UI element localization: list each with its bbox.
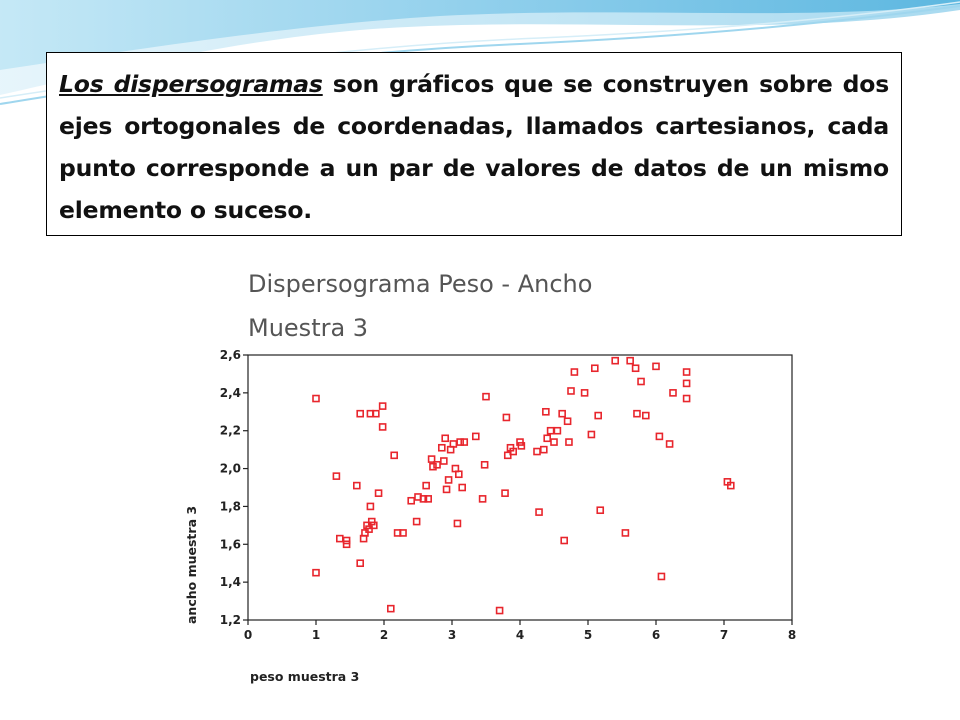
scatter-point [391, 452, 397, 458]
scatter-point [627, 358, 633, 364]
scatter-point [559, 411, 565, 417]
scatter-point [408, 498, 414, 504]
x-tick-label: 2 [379, 628, 389, 642]
scatter-point [684, 369, 690, 375]
scatter-point [548, 428, 554, 434]
scatter-point [376, 490, 382, 496]
scatter-point [461, 439, 467, 445]
x-tick-label: 4 [515, 628, 525, 642]
scatter-point [597, 507, 603, 513]
plot-frame [248, 355, 792, 620]
scatter-point [354, 483, 360, 489]
scatter-point [454, 520, 460, 526]
y-tick-label: 1,8 [219, 499, 241, 514]
scatter-point [595, 413, 601, 419]
scatter-point [561, 538, 567, 544]
scatter-point [554, 428, 560, 434]
scatter-point [446, 477, 452, 483]
definition-term: Los dispersogramas [59, 70, 323, 98]
scatter-point [457, 439, 463, 445]
scatter-point [667, 441, 673, 447]
scatter-point [313, 570, 319, 576]
scatter-point [544, 435, 550, 441]
scatter-point [588, 432, 594, 438]
scatter-point [658, 573, 664, 579]
scatter-point [441, 458, 447, 464]
scatter-chart-panel [150, 252, 818, 698]
y-tick-label: 1,4 [219, 575, 241, 590]
scatter-point [543, 409, 549, 415]
y-axis-label: ancho muestra 3 [184, 505, 199, 624]
x-tick-label: 8 [787, 628, 797, 642]
x-axis-label: peso muestra 3 [250, 669, 360, 684]
scatter-chart [150, 252, 818, 698]
scatter-point [534, 449, 540, 455]
scatter-point [592, 365, 598, 371]
definition-text-box [46, 52, 902, 236]
x-tick-label: 3 [447, 628, 457, 642]
scatter-point [380, 403, 386, 409]
scatter-point [357, 560, 363, 566]
scatter-point [536, 509, 542, 515]
chart-title: Dispersograma Peso - Ancho [248, 270, 593, 298]
scatter-point [333, 473, 339, 479]
definition-body: son gráficos que se construyen sobre dos ejes ortogonales de coordenadas, llamados cartesianos, cada punto corresponde a un par de valores de datos de un mismo elemento o suceso. [59, 70, 889, 224]
scatter-point [670, 390, 676, 396]
scatter-point [480, 496, 486, 502]
scatter-point [634, 411, 640, 417]
scatter-point [684, 396, 690, 402]
y-tick-label: 1,6 [219, 537, 241, 552]
scatter-point [430, 464, 436, 470]
y-tick-label: 1,2 [219, 613, 241, 627]
x-tick-label: 7 [719, 628, 729, 642]
scatter-point [656, 433, 662, 439]
scatter-point [541, 447, 547, 453]
x-tick-label: 6 [651, 628, 661, 642]
scatter-point [497, 608, 503, 614]
definition-paragraph [59, 63, 889, 231]
scatter-point [633, 365, 639, 371]
scatter-point [653, 363, 659, 369]
scatter-point [313, 396, 319, 402]
y-tick-label: 2,2 [219, 423, 241, 438]
scatter-point [582, 390, 588, 396]
y-tick-label: 2,6 [219, 348, 241, 362]
chart-subtitle: Muestra 3 [248, 314, 369, 342]
scatter-point [423, 483, 429, 489]
scatter-point [337, 536, 343, 542]
scatter-point [684, 380, 690, 386]
chart-points [313, 358, 734, 614]
scatter-point [638, 379, 644, 385]
scatter-point [571, 369, 577, 375]
scatter-point [551, 439, 557, 445]
scatter-point [622, 530, 628, 536]
scatter-point [483, 394, 489, 400]
scatter-point [643, 413, 649, 419]
scatter-point [444, 486, 450, 492]
scatter-point [482, 462, 488, 468]
scatter-point [473, 433, 479, 439]
scatter-point [566, 439, 572, 445]
scatter-point [414, 519, 420, 525]
scatter-point [568, 388, 574, 394]
scatter-point [503, 414, 509, 420]
x-tick-label: 0 [243, 628, 253, 642]
scatter-point [502, 490, 508, 496]
scatter-point [357, 411, 363, 417]
y-tick-label: 2,4 [219, 385, 241, 400]
x-tick-label: 1 [311, 628, 321, 642]
scatter-point [367, 503, 373, 509]
scatter-point [565, 418, 571, 424]
y-tick-label: 2,0 [219, 461, 241, 476]
scatter-point [612, 358, 618, 364]
scatter-point [380, 424, 386, 430]
scatter-point [388, 606, 394, 612]
scatter-point [442, 435, 448, 441]
x-tick-label: 5 [583, 628, 593, 642]
scatter-point [439, 445, 445, 451]
scatter-point [459, 485, 465, 491]
